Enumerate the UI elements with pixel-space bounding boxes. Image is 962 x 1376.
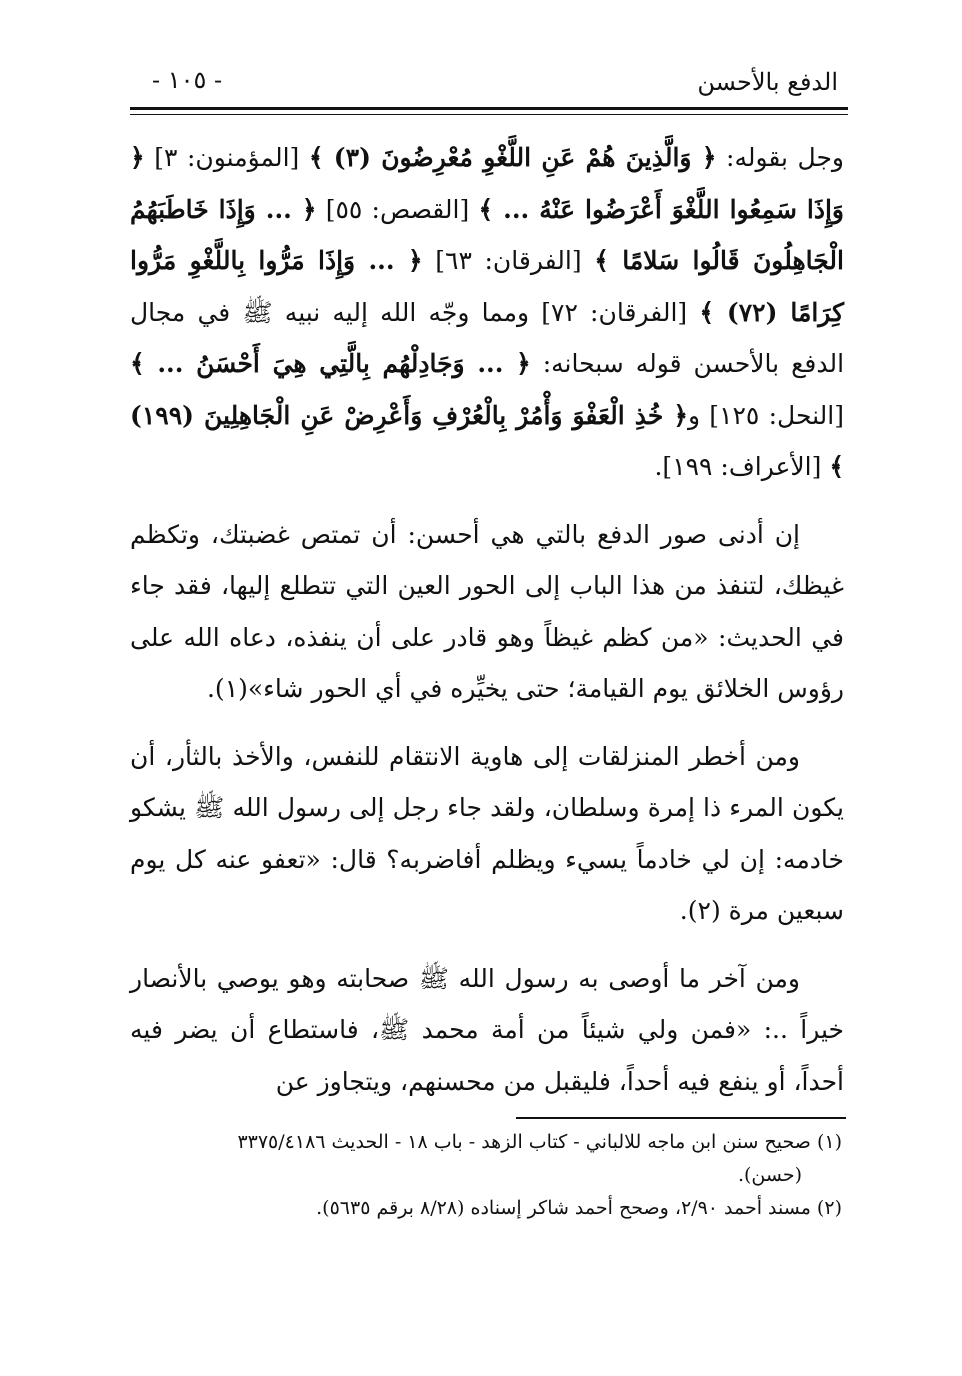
paragraph-anger [130,509,844,715]
header-rule-thick [130,107,848,110]
quran-verse: ﴿ خُذِ الْعَفْوَ وَأْمُرْ بِالْعُرْفِ وَأَعْرِضْ عَنِ الْجَاهِلِينَ (١٩٩) ﴾ [130,400,844,481]
quran-verse: ﴿ وَالَّذِينَ هُمْ عَنِ اللَّغْوِ مُعْرِضُونَ (٣) ﴾ [308,143,717,172]
verse-reference: [المؤمنون: ٣] [144,143,309,172]
verse-reference: [القصص: ٥٥] [316,194,479,224]
verse-reference: [النحل: ١٢٥] و [687,400,844,430]
paragraph-text: ومن آخر ما أوصى به رسول الله ﷺ صحابته وهو يوصي بالأنصار خيراً ..: «فمن ولي شيئاً من أمة محمد ﷺ، فاستطاع أن يضر فيه أحداً، أو ينفع فيه أحداً، فليقبل من محسنهم، ويتجاوز عن [130,963,844,1096]
quran-verse: ﴿ ... وَإِذَا مَرُّوا بِاللَّغْوِ مَرُّوا كِرَامًا (٧٢) ﴾ [130,246,844,327]
paragraph-text: وجل بقوله: [716,143,844,172]
footnote-1-continuation: (حسن). [737,1164,802,1186]
paragraph-text: ومن أخطر المنزلقات إلى هاوية الانتقام للنفس، والأخذ بالثأر، أن يكون المرء ذا إمرة وسلطان، ولقد جاء رجل إلى رسول الله ﷺ يشكو خادمه: إن لي خادماً يسيء ويظلم أفاضربه؟ قال: «تعفو عنه كل يوم سبعين مرة (٢). [130,741,844,925]
paragraph-quran-citations [130,132,844,493]
verse-reference: [الفرقان: ٦٣] [422,246,595,275]
header-rule-thin [130,114,848,115]
paragraph-text: [الفرقان: ٧٢] ومما وجّه الله إليه نبيه ﷺ في مجال الدفع بالأحسن قوله سبحانه: [130,297,845,378]
quran-verse: ﴿ ... وَجَادِلْهُم بِالَّتِي هِيَ أَحْسَنُ ... ﴾ [130,349,531,378]
main-text [130,132,844,1107]
running-title: الدفع بالأحسن [697,68,838,96]
footnote-2: (٢) مسند أحمد ٢/٩٠، وصحح أحمد شاكر إسناده (٨/٢٨ برقم ٥٦٣٥). [316,1197,842,1219]
page-header [130,60,838,100]
page-number: - ١٠٥ - [152,66,223,94]
paragraph-revenge [130,731,844,937]
footnotes [130,1126,842,1225]
footnote-1: (١) صحيح سنن ابن ماجه للالباني - كتاب الزهد - باب ١٨ - الحديث ٣٣٧٥/٤١٨٦ [237,1131,842,1153]
footnote-separator [516,1117,846,1119]
paragraph-text: إن أدنى صور الدفع بالتي هي أحسن: أن تمتص غضبتك، وتكظم غيظك، لتنفذ من هذا الباب إلى الحور العين التي تتطلع إليها، فقد جاء في الحديث: «من كظم غيظاً وهو قادر على أن ينفذه، دعاه الله على رؤوس الخلائق يوم القيامة؛ حتى يخيِّره في أي الحور شاء»(١). [130,519,844,703]
quran-verse: ﴿ ... وَإِذَا خَاطَبَهُمُ الْجَاهِلُونَ قَالُوا سَلامًا ﴾ [130,194,844,275]
quran-verse: ﴿ وَإِذَا سَمِعُوا اللَّغْوَ أَعْرَضُوا عَنْهُ ... ﴾ [130,143,844,224]
paragraph-last-advice [130,953,844,1108]
verse-reference: [الأعراف: ١٩٩]. [654,452,830,481]
